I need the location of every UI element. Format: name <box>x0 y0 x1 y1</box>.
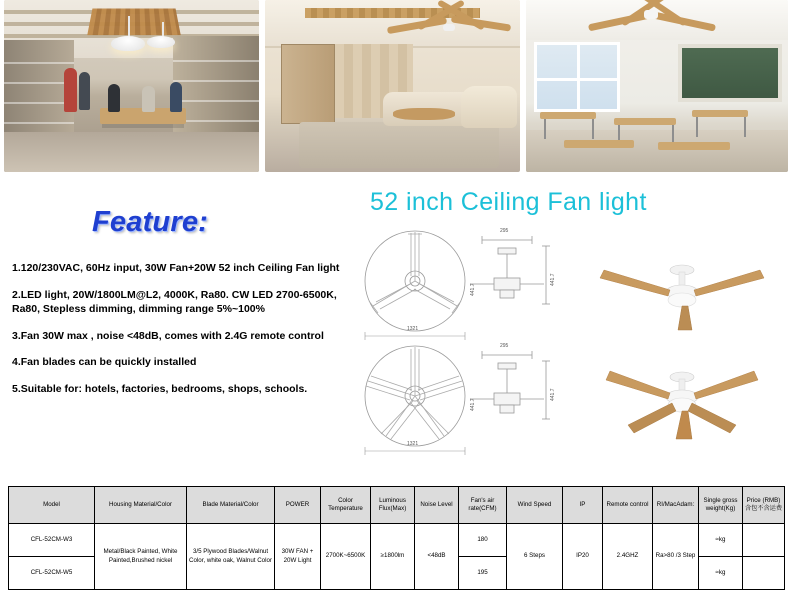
cell-ip: IP20 <box>563 524 603 590</box>
drawing-5-blade-top-view <box>360 341 792 456</box>
feature-list <box>12 262 358 410</box>
feature-item: 2.LED light, 20W/1800LM@L2, 4000K, Ra80. CW LED 2700-6500K, Ra80, Stepless dimming, dimming range 5%~100% <box>12 288 337 315</box>
photo-strip <box>0 0 792 175</box>
cell-weight: ≈kg <box>699 557 743 590</box>
col-wind-speed: Wind Speed <box>507 487 563 524</box>
cell-cfm: 195 <box>459 557 507 590</box>
col-weight: Single gross weight(Kg) <box>699 487 743 524</box>
cell-blade: 3/5 Plywood Blades/Walnut Color, white oak, Walnut Color <box>187 524 275 590</box>
col-housing: Housing Material/Color <box>95 487 187 524</box>
dim-top-width: 1321 <box>407 326 419 332</box>
table-header-row <box>9 487 785 524</box>
cell-noise: <48dB <box>415 524 459 590</box>
cell-flux: ≥1800lm <box>371 524 415 590</box>
technical-drawings <box>360 226 792 456</box>
dim-top-depth: 441.7 <box>550 273 556 286</box>
cell-housing: Metal/Black Painted, White Painted,Brushed nickel <box>95 524 187 590</box>
cell-ri-macadam: Ra>80 /3 Step <box>653 524 699 590</box>
cell-cfm: 180 <box>459 524 507 557</box>
col-ri-macadam: RI/MacAdam: <box>653 487 699 524</box>
dim-bottom-width: 1321 <box>407 441 419 447</box>
cell-price <box>743 557 785 590</box>
cell-model: CFL-52CM-W3 <box>9 524 95 557</box>
cell-power: 30W FAN + 20W Light <box>275 524 321 590</box>
classroom-photo <box>526 0 788 172</box>
dim-bottom-depth: 441.7 <box>550 388 556 401</box>
col-cct: Color Temperature <box>321 487 371 524</box>
col-remote: Remote control <box>603 487 653 524</box>
col-cfm: Fan's air rate(CFM) <box>459 487 507 524</box>
page-title: 52 inch Ceiling Fan light <box>370 188 647 216</box>
feature-item: 1.120/230VAC, 60Hz input, 30W Fan+20W 52 inch Ceiling Fan light <box>12 262 340 274</box>
dim-bottom-side: 441.7 <box>470 398 476 411</box>
lounge-room-photo <box>265 0 520 172</box>
col-flux: Luminous Flux(Max) <box>371 487 415 524</box>
specification-table <box>8 486 785 590</box>
cell-remote: 2.4GHZ <box>603 524 653 590</box>
cell-wind-speed: 6 Steps <box>507 524 563 590</box>
col-ip: IP <box>563 487 603 524</box>
col-model: Model <box>9 487 95 524</box>
feature-item: 5.Suitable for: hotels, factories, bedrooms, shops, schools. <box>12 383 308 396</box>
supermarket-aisle-photo <box>4 0 259 172</box>
dim-top-side: 441.7 <box>470 283 476 296</box>
cell-price <box>743 524 785 557</box>
cell-cct: 2700K~6500K <box>321 524 371 590</box>
col-noise: Noise Level <box>415 487 459 524</box>
col-power: POWER <box>275 487 321 524</box>
cell-weight: ≈kg <box>699 524 743 557</box>
col-blade: Blade Material/Color <box>187 487 275 524</box>
drawing-3-blade-top-view <box>360 226 792 341</box>
dim-bottom-height: 295 <box>500 343 509 349</box>
col-price: Price (RMB) 含包不含运费 <box>743 487 785 524</box>
dim-top-height: 295 <box>500 228 509 234</box>
feature-item: 4.Fan blades can be quickly installed <box>12 356 197 369</box>
feature-item: 3.Fan 30W max , noise <48dB, comes with 2.4G remote control <box>12 329 324 342</box>
table-row <box>9 524 785 557</box>
feature-heading: Feature: <box>92 206 209 238</box>
cell-model: CFL-52CM-W5 <box>9 557 95 590</box>
